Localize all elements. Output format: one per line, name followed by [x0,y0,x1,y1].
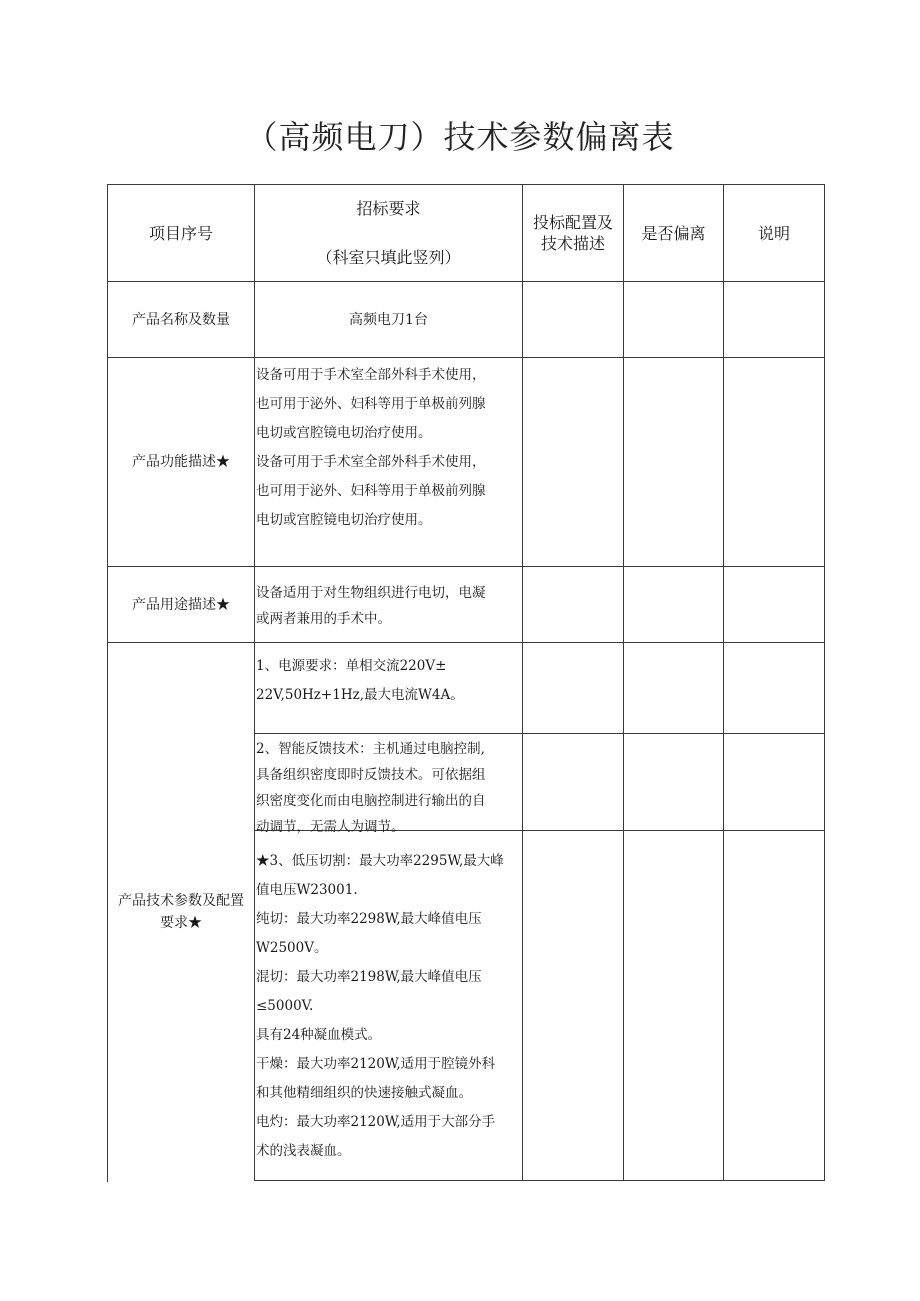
row-requirement-usage: 设备适用于对生物组织进行电切，电凝 或两者兼用的手术中。 [256,585,486,627]
header-bid-config [523,185,623,281]
header-bid-config-line1: 投标配置及 [532,213,613,232]
table-rule [522,184,523,1181]
table-rule [254,733,825,734]
row-label-function: 产品功能描述★ [132,454,230,470]
header-requirements [255,185,522,281]
header-item-number-label: 项目序号 [148,223,213,243]
header-deviation [624,185,723,281]
page-title: （高频电刀）技术参数偏离表 [245,118,675,156]
header-requirements-label: 招标要求 [356,199,421,218]
tech-param-item-feedback: 2、智能反馈技术：主机通过电脑控制, 具备组织密度即时反馈技术。可依据组 织密度变化而由电脑控制进行输出的自 动调节，无需人为调节。 [256,741,486,835]
row-requirement-function: 设备可用于手术室全部外科手术使用， 也可用于泌外、妇科等用于单极前列腺 电切或宫腔镜电切治疗使用。 设备可用于手术室全部外科手术使用， 也可用于泌外、妇科等用于单极前列腺 电切或宫腔镜电切治疗使用。 [256,367,486,528]
header-deviation-label: 是否偏离 [641,223,706,243]
table-rule [723,184,724,1181]
header-remarks [724,185,824,281]
header-requirements-note: （科室只填此竖列） [316,248,461,267]
row-label-product-name: 产品名称及数量 [132,311,230,328]
header-remarks-label: 说明 [757,223,790,243]
tech-param-item-power: 1、电源要求：单相交流220V± 22V,50Hz+1Hz,最大电流W4A。 [256,658,464,703]
row-label-tech-params: 产品技术参数及配置 要求★ [118,893,244,931]
header-item-number [108,185,254,281]
row-requirement-product-name: 高频电刀1台 [349,311,428,328]
tech-param-item-cutting: ★3、低压切割：最大功率2295W,最大峰 值电压W23001. 纯切：最大功率2298W,最大峰值电压 W2500V。 混切：最大功率2198W,最大峰值电压 ≤5000V. 具有24种凝血模式。 干燥：最大功率2120W,适用于腔镜外科 和其他精细组织的快速接触式凝血。 电灼：最大功率2120W,适用于大部分手 术的浅表凝血。 [256,853,504,1159]
table-rule [623,184,624,1181]
header-bid-config-line2: 技术描述 [540,234,605,253]
table-rule [254,1180,825,1181]
table-rule [824,184,825,1181]
row-label-usage: 产品用途描述★ [132,596,230,613]
